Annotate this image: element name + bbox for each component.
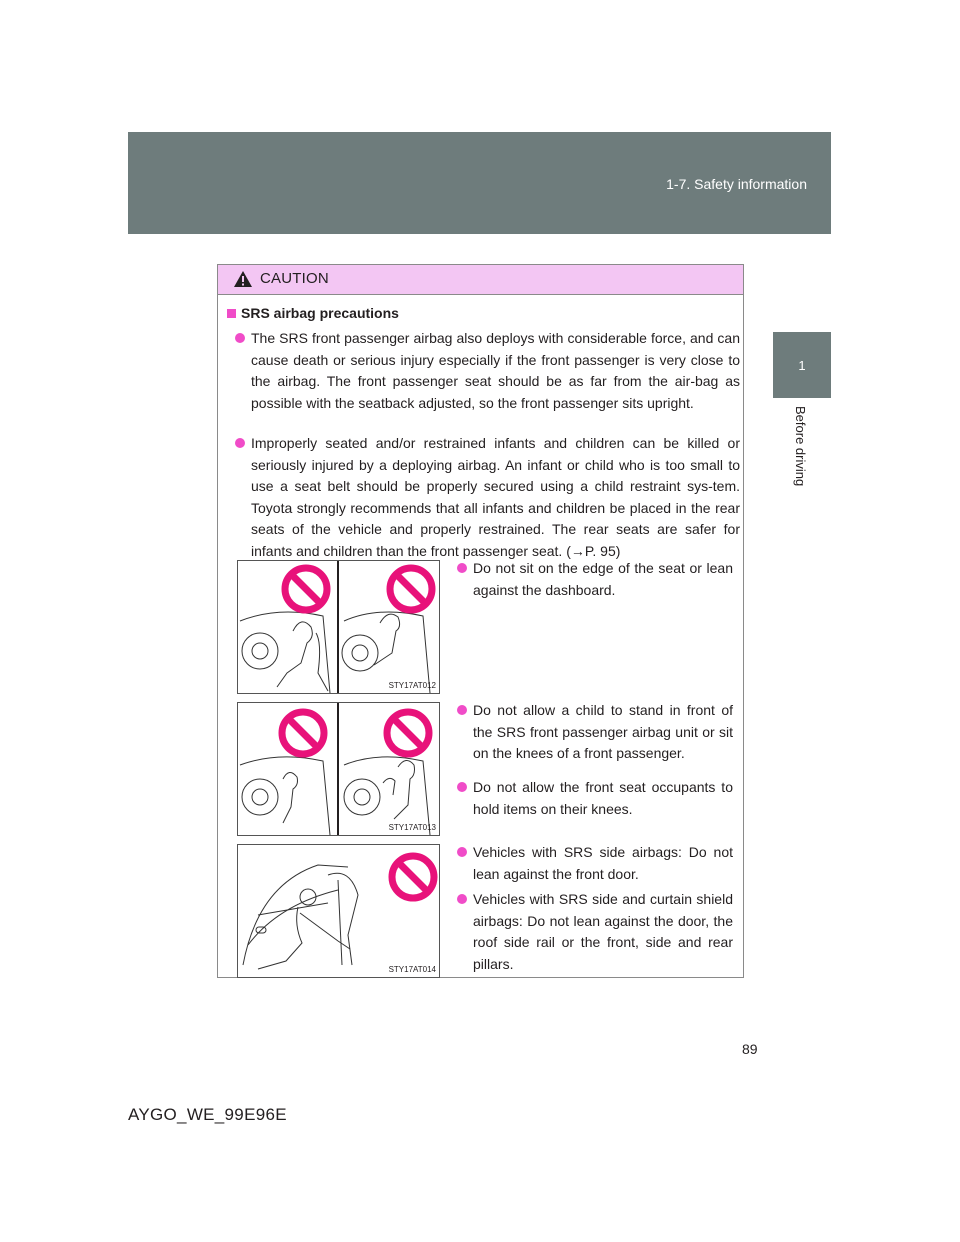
figure-item-text: Do not sit on the edge of the seat or lean against the dashboard. [473,560,733,598]
section-title: 1-7. Safety information [666,176,807,192]
section-heading-text: SRS airbag precautions [241,305,399,321]
caution-paragraph [235,328,740,414]
caution-header [218,265,743,295]
bullet-icon [457,782,467,792]
figure-item [457,889,733,975]
figure-illustration [237,560,440,694]
figure-item-text: Do not allow the front seat occupants to hold items on their knees. [473,779,733,817]
paragraph-text: Improperly seated and/or restrained infants and children can be killed or seriously injured by a deploying airbag. An infant or child who is too small to use a seat belt should be properly secured using a child restraint sys-tem. Toyota strongly recommends that all infants and children be placed in the rear seats of the vehicle and properly restrained. The rear seats are safer for infants and children than the front passenger seat. (→P. 95) [251,435,740,559]
square-bullet-icon [227,309,236,318]
door-lean-illustration [238,845,439,977]
paragraph-text: The SRS front passenger airbag also deploys with considerable force, and can cause death or serious injury especially if the front passenger is very close to the airbag. The front passenger seat should be as far from the air-bag as possible with the seatback adjusted, so the front passenger sits upright. [251,330,740,411]
chapter-label: Before driving [793,406,808,487]
figure-illustration [237,702,440,836]
figure-item-text: Do not allow a child to stand in front of the SRS front passenger airbag unit or sit on the knees of a front passenger. [473,702,733,761]
figure-code: STY17AT013 [388,823,436,832]
figure-item [457,842,733,885]
figure-code: STY17AT014 [388,965,436,974]
section-heading [227,305,399,321]
figure-item [457,700,733,765]
header-band [128,132,831,234]
bullet-icon [235,438,245,448]
figure-item-text: Vehicles with SRS side airbags: Do not lean against the front door. [473,844,733,882]
caution-paragraph [235,433,740,562]
document-code: AYGO_WE_99E96E [128,1105,287,1124]
bullet-icon [235,333,245,343]
caution-box [217,264,744,978]
figure-item [457,777,733,820]
page-number: 89 [742,1041,758,1057]
figure-code: STY17AT012 [388,681,436,690]
chapter-number: 1 [798,358,806,373]
bullet-icon [457,894,467,904]
bullet-icon [457,705,467,715]
caution-title: CAUTION [260,270,329,287]
chapter-tab-label [773,398,831,528]
chapter-tab[interactable] [773,332,831,398]
child-standing-illustration [238,703,439,835]
seat-edge-illustration [238,561,439,693]
bullet-icon [457,847,467,857]
figure-item [457,558,733,601]
warning-icon [233,270,253,288]
figure-item-text: Vehicles with SRS side and curtain shield airbags: Do not lean against the door, the roof side rail or the front, side and rear pillars. [473,891,733,972]
bullet-icon [457,563,467,573]
figure-illustration [237,844,440,978]
